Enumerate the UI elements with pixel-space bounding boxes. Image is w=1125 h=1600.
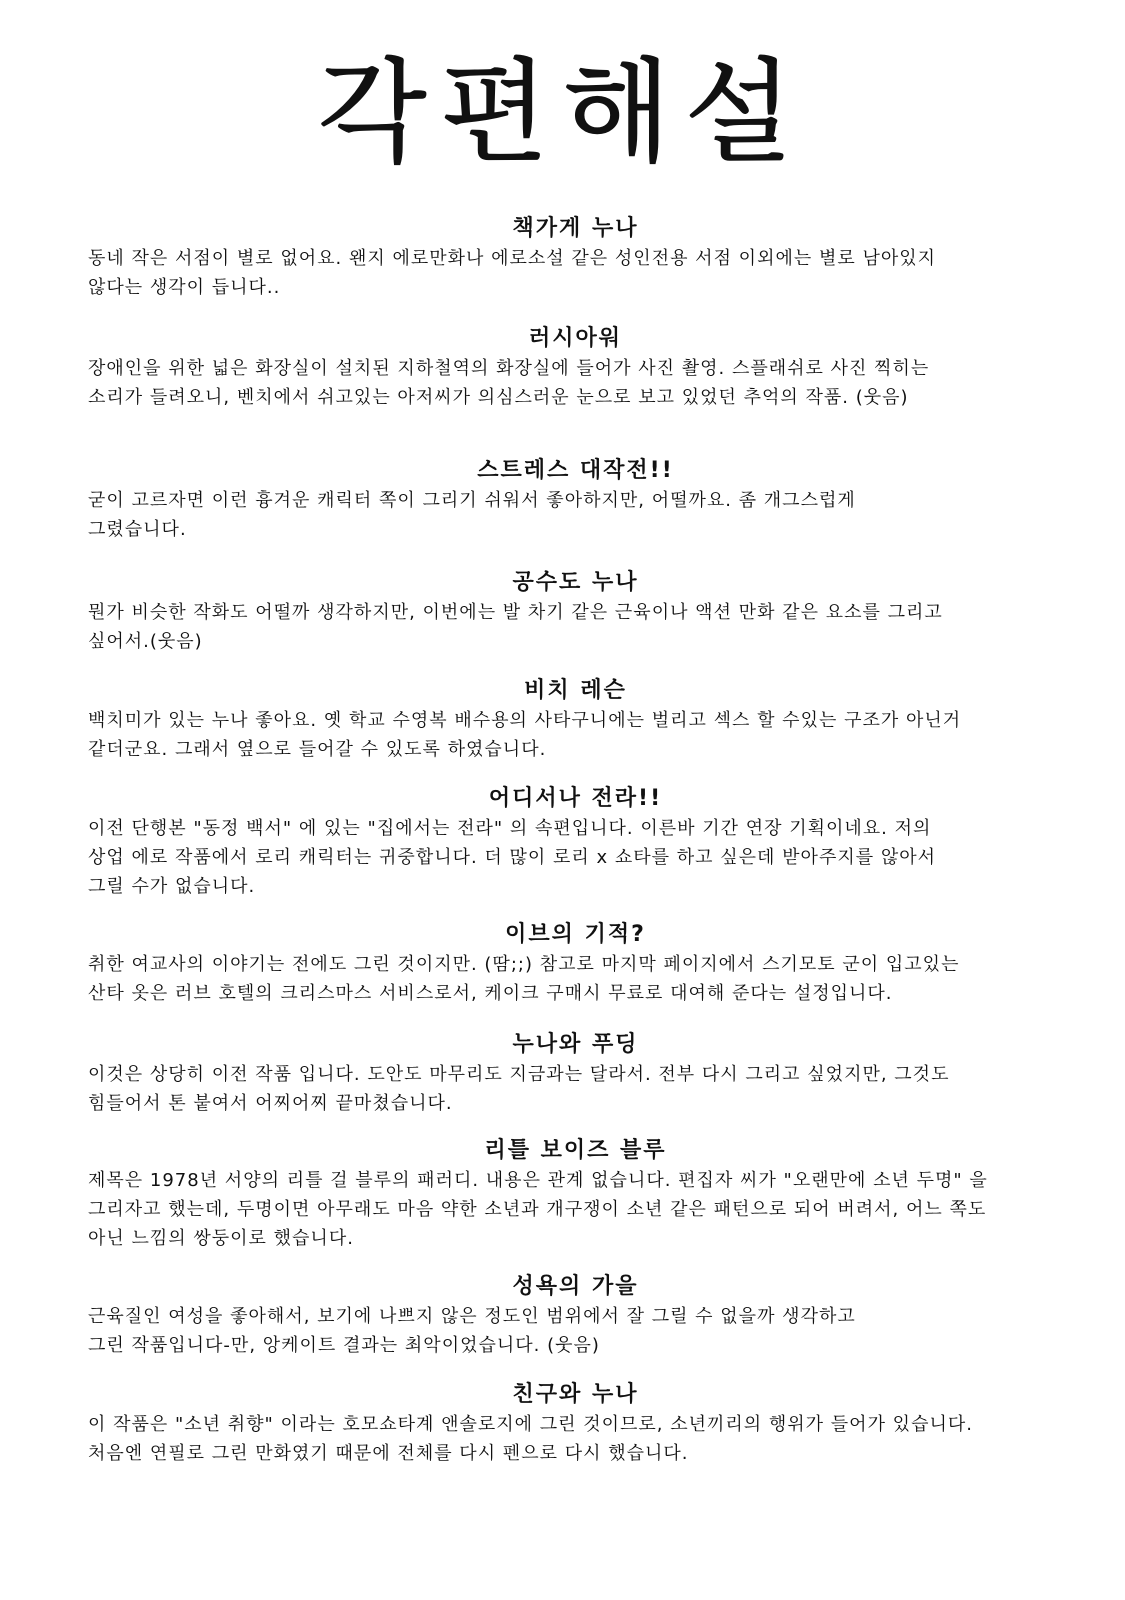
section-naked-anywhere xyxy=(88,784,1063,901)
section-title: 스트레스 대작전!! xyxy=(477,458,674,483)
section-body: 백치미가 있는 누나 좋아요. 옛 학교 수영복 배수용의 사타구니에는 벌리고 섹스 할 수있는 구조가 아닌거 같더군요. 그래서 옆으로 들어갈 수 있도록 하였습니다. xyxy=(88,710,962,760)
section-body: 근육질인 여성을 좋아해서, 보기에 나쁘지 않은 정도인 범위에서 잘 그릴 수 없을까 생각하고 그린 작품입니다-만, 앙케이트 결과는 최악이었습니다. (웃음) xyxy=(88,1306,856,1356)
section-body: 동네 작은 서점이 별로 없어요. 왠지 에로만화나 에로소설 같은 성인전용 서점 이외에는 별로 남아있지 않다는 생각이 듭니다.. xyxy=(88,248,937,298)
section-stress-operation xyxy=(88,456,1063,544)
page-title: 각편해설 xyxy=(318,48,807,178)
section-body: 장애인을 위한 넓은 화장실이 설치된 지하철역의 화장실에 들어가 사진 촬영. 스플래쉬로 사진 찍히는 소리가 들려오니, 벤치에서 쉬고있는 아저씨가 의심스러운 눈으로 보고 있었던 추억의 작품. (웃음) xyxy=(88,358,930,408)
section-title: 공수도 누나 xyxy=(512,570,639,595)
section-sister-and-pudding xyxy=(88,1030,1063,1118)
section-title: 비치 레슨 xyxy=(524,678,627,703)
section-body: 굳이 고르자면 이런 흉겨운 캐릭터 쪽이 그리기 쉬워서 좋아하지만, 어떨까요. 좀 개그스럽게 그렸습니다. xyxy=(88,490,856,540)
section-title: 러시아워 xyxy=(528,326,622,351)
section-title: 누나와 푸딩 xyxy=(512,1032,639,1057)
section-body: 이전 단행본 "동정 백서" 에 있는 "집에서는 전라" 의 속편입니다. 이른바 기간 연장 기획이네요. 저의 상업 에로 작품에서 로리 캐릭터는 귀중합니다. 더 많이 로리 x 쇼타를 하고 싶은데 받아주지를 않아서 그릴 수가 없습니다. xyxy=(88,818,936,897)
section-body: 취한 여교사의 이야기는 전에도 그린 것이지만. (땀;;) 참고로 마지막 페이지에서 스기모토 군이 입고있는 산타 옷은 러브 호텔의 크리스마스 서비스로서, 케이크 구매시 무료로 대여해 준다는 설정입니다. xyxy=(88,954,960,1004)
section-body: 제목은 1978년 서양의 리틀 걸 블루의 패러디. 내용은 관계 없습니다. 편집자 씨가 "오랜만에 소년 두명" 을 그리자고 했는데, 두명이면 아무래도 마음 약한 소년과 개구쟁이 소년 같은 패턴으로 되어 버려서, 어느 쪽도 아닌 느낌의 쌍둥이로 했습니다. xyxy=(88,1170,988,1249)
section-body: 이 작품은 "소년 취향" 이라는 호모쇼타계 앤솔로지에 그린 것이므로, 소년끼리의 행위가 들어가 있습니다. 처음엔 연필로 그린 만화였기 때문에 전체를 다시 펜으로 다시 했습니다. xyxy=(88,1414,973,1464)
section-title: 친구와 누나 xyxy=(512,1382,639,1407)
section-friend-and-sister xyxy=(88,1380,1063,1468)
section-eve-miracle xyxy=(88,920,1063,1008)
section-title: 책가게 누나 xyxy=(512,216,639,241)
section-title: 성욕의 가을 xyxy=(512,1274,639,1299)
section-body: 뭔가 비슷한 작화도 어떨까 생각하지만, 이번에는 발 차기 같은 근육이나 액션 만화 같은 요소를 그리고 싶어서.(웃음) xyxy=(88,602,943,652)
section-title: 리틀 보이즈 블루 xyxy=(484,1138,667,1163)
section-body: 이것은 상당히 이전 작품 입니다. 도안도 마무리도 지금과는 달라서. 전부 다시 그리고 싶었지만, 그것도 힘들어서 톤 붙여서 어찌어찌 끝마쳤습니다. xyxy=(88,1064,950,1114)
section-little-boys-blue xyxy=(88,1136,1063,1253)
section-beach-lesson xyxy=(88,676,1063,764)
section-bookstore-sister xyxy=(88,214,1063,302)
section-title: 어디서나 전라!! xyxy=(488,786,663,811)
section-autumn-of-lust xyxy=(88,1272,1063,1360)
section-title: 이브의 기적? xyxy=(505,922,646,947)
section-karate-sister xyxy=(88,568,1063,656)
section-rush-hour xyxy=(88,324,1063,412)
